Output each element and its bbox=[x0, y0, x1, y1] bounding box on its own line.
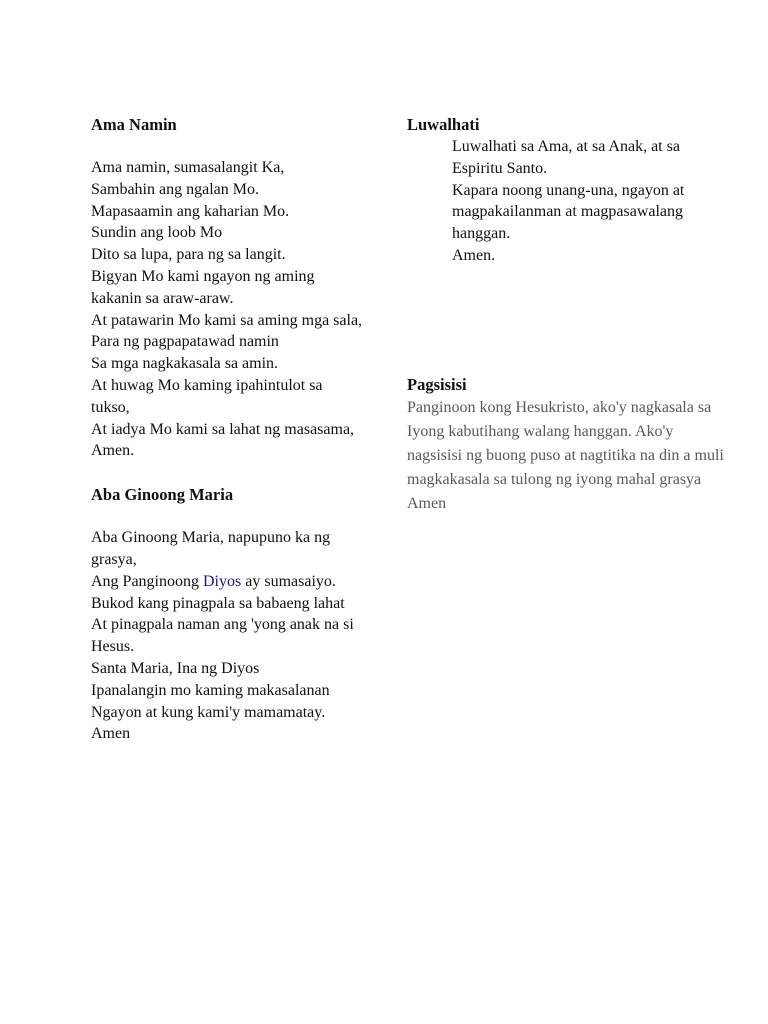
aba-ginoong-maria-line bbox=[91, 571, 363, 593]
ama-namin-line: Dito sa lupa, para ng sa langit. bbox=[91, 246, 286, 264]
luwalhati-body bbox=[407, 136, 727, 267]
line-text: Ang Panginoong bbox=[91, 572, 203, 590]
luwalhati-section bbox=[407, 114, 727, 267]
pagsisisi-text: Panginoon kong Hesukristo, ako'y nagkasala sa Iyong kabutihang walang hanggan. Ako'y nagsisisi ng buong puso at nagtitika na din a muli magkakasala sa tulong ng iyong mahal grasya Amen bbox=[407, 399, 724, 512]
aba-ginoong-maria-line: Bukod kang pinagpala sa babaeng lahat bbox=[91, 594, 345, 612]
luwalhati-line: Amen. bbox=[452, 246, 496, 264]
aba-ginoong-maria-line: Amen bbox=[91, 725, 131, 743]
ama-namin-line: At iadya Mo kami sa lahat ng masasama, bbox=[91, 420, 355, 438]
ama-namin-line: Bigyan Mo kami ngayon ng aming kakanin sa araw-araw. bbox=[91, 267, 315, 307]
ama-namin-line: Sambahin ang ngalan Mo. bbox=[91, 180, 259, 198]
aba-ginoong-maria-title: Aba Ginoong Maria bbox=[91, 485, 234, 505]
pagsisisi-section bbox=[407, 374, 725, 516]
luwalhati-line: Kapara noong unang-una, ngayon at magpakailanman at magpasawalang hanggan. bbox=[452, 181, 685, 243]
aba-ginoong-maria-body bbox=[91, 527, 363, 745]
ama-namin-title: Ama Namin bbox=[91, 115, 177, 134]
aba-ginoong-maria-line: Ipanalangin mo kaming makasalanan bbox=[91, 681, 330, 699]
aba-ginoong-maria-line: Santa Maria, Ina ng Diyos bbox=[91, 659, 260, 677]
left-column bbox=[91, 114, 363, 745]
ama-namin-line: At huwag Mo kaming ipahintulot sa tukso, bbox=[91, 376, 323, 416]
diyos-link[interactable]: Diyos bbox=[203, 572, 242, 590]
luwalhati-title: Luwalhati bbox=[407, 115, 480, 134]
aba-ginoong-maria-line: Aba Ginoong Maria, napupuno ka ng grasya, bbox=[91, 529, 331, 568]
line-text: ay sumasaiyo. bbox=[241, 572, 336, 590]
ama-namin-line: Ama namin, sumasalangit Ka, bbox=[91, 159, 285, 176]
ama-namin-line: Sundin ang loob Mo bbox=[91, 224, 223, 242]
ama-namin-body bbox=[91, 157, 363, 462]
ama-namin-line: At patawarin Mo kami sa aming mga sala, bbox=[91, 311, 363, 329]
pagsisisi-title: Pagsisisi bbox=[407, 375, 467, 394]
ama-namin-line: Para ng pagpapatawad namin bbox=[91, 333, 279, 351]
aba-ginoong-maria-line: Ngayon at kung kami'y mamamatay. bbox=[91, 703, 326, 721]
ama-namin-line: Sa mga nagkakasala sa amin. bbox=[91, 355, 279, 373]
ama-namin-line: Mapasaamin ang kaharian Mo. bbox=[91, 202, 290, 220]
luwalhati-line: Luwalhati sa Ama, at sa Anak, at sa Espiritu Santo. bbox=[452, 138, 680, 177]
ama-namin-line: Amen. bbox=[91, 442, 135, 460]
aba-ginoong-maria-line: At pinagpala naman ang 'yong anak na si Hesus. bbox=[91, 616, 354, 656]
